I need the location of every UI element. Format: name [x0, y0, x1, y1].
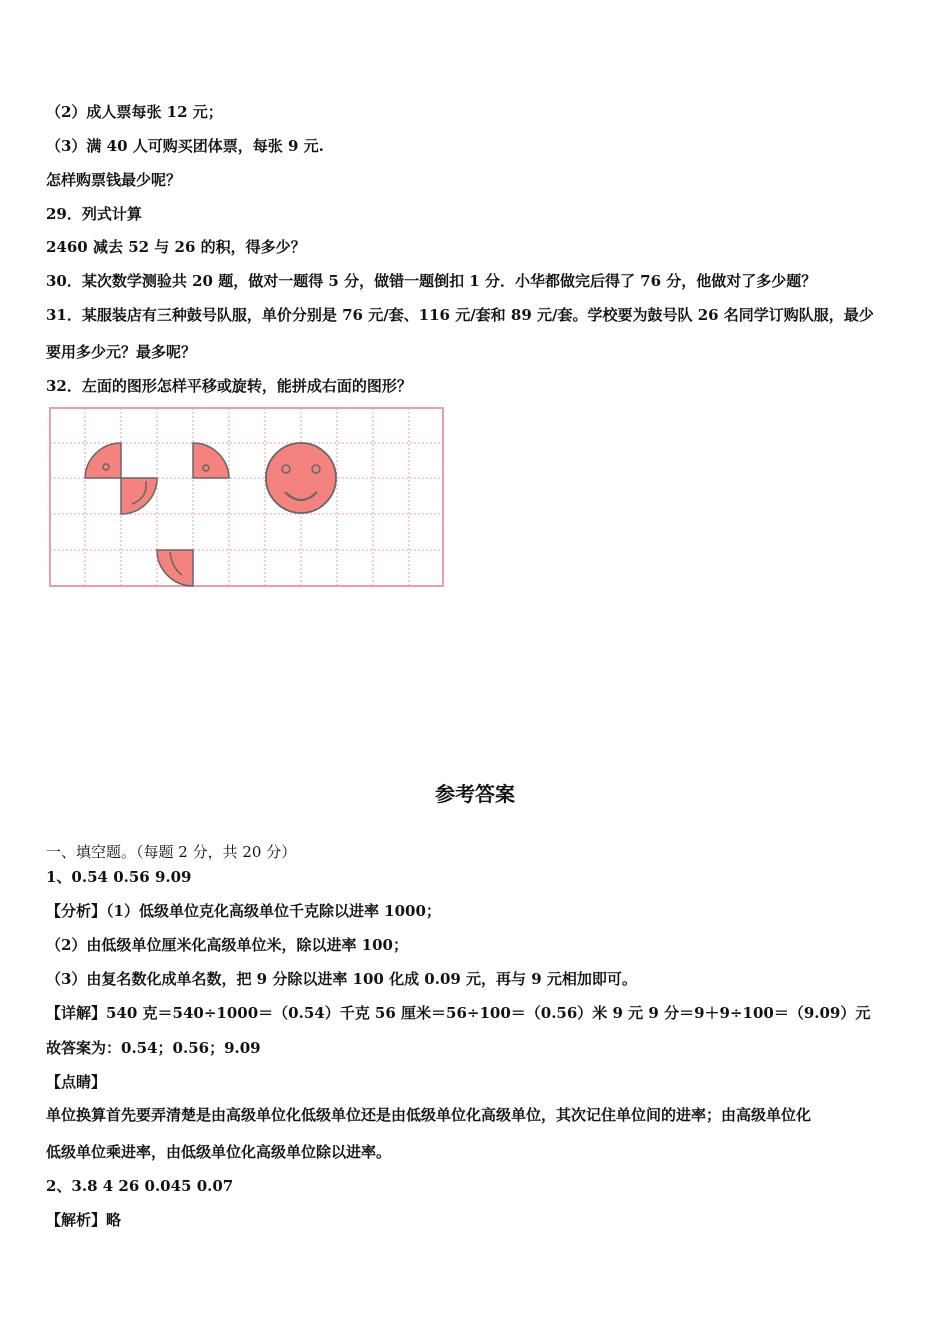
q31-line-2: 要用多少元？最多呢？ [46, 343, 197, 361]
q29-text: 2460 减去 52 与 26 的积，得多少？ [46, 238, 306, 256]
answer-1-analysis-2: （2）由低级单位厘米化高级单位米，除以进率 100； [46, 936, 408, 954]
q28-item-3: （3）满 40 人可购买团体票，每张 9 元. [46, 137, 324, 155]
answer-1-analysis-3: （3）由复名数化成单名数，把 9 分除以进率 100 化成 0.09 元，再与 9 元相加即可。 [46, 970, 637, 988]
grid-lines [50, 408, 443, 586]
q28-item-2: （2）成人票每张 12 元； [46, 103, 223, 121]
answer-1-comment-label: 【点睛】 [46, 1073, 107, 1091]
answer-2-analysis: 【解析】略 [46, 1211, 122, 1229]
quarter-mouth-piece [121, 478, 157, 514]
grid-border [50, 408, 443, 586]
section-1-heading: 一、填空题。（每题 2 分，共 20 分） [46, 843, 297, 861]
answer-1-result: 故答案为：0.54；0.56；9.09 [46, 1039, 261, 1057]
q32-text: 32．左面的图形怎样平移或旋转，能拼成右面的图形？ [46, 377, 412, 395]
right-semicircle-piece [193, 443, 229, 478]
answer-1-comment-2: 低级单位乘进率，由低级单位化高级单位除以进率。 [46, 1143, 392, 1161]
smiley-face-target [266, 443, 336, 513]
answer-1: 1、0.54 0.56 9.09 [46, 868, 192, 886]
q28-question: 怎样购票钱最少呢？ [46, 171, 182, 189]
bottom-quarter-piece [157, 550, 193, 586]
translation-rotation-figure [48, 406, 445, 588]
q31-line-1: 31．某服装店有三种鼓号队服，单价分别是 76 元/套、116 元/套和 89 元/套。学校要为鼓号队 26 名同学订购队服，最少 [46, 306, 874, 324]
answer-1-analysis-1: 【分析】（1）低级单位克化高级单位千克除以进率 1000； [46, 902, 441, 920]
answer-1-comment-1: 单位换算首先要弄清楚是由高级单位化低级单位还是由低级单位化高级单位，其次记住单位间的进率；由高级单位化 [46, 1106, 812, 1124]
answer-2: 2、3.8 4 26 0.045 0.07 [46, 1177, 234, 1195]
q30-text: 30．某次数学测验共 20 题，做对一题得 5 分，做错一题倒扣 1 分．小华都做完后得了 76 分，他做对了多少题？ [46, 272, 817, 290]
left-semicircle-piece [85, 443, 121, 478]
q29-title: 29．列式计算 [46, 205, 142, 223]
answers-title: 参考答案 [435, 782, 515, 806]
answer-1-detail: 【详解】540 克＝540÷1000＝（0.54）千克 56 厘米＝56÷100＝（0.56）米 9 元 9 分＝9＋9÷100＝（9.09）元 [46, 1004, 871, 1022]
